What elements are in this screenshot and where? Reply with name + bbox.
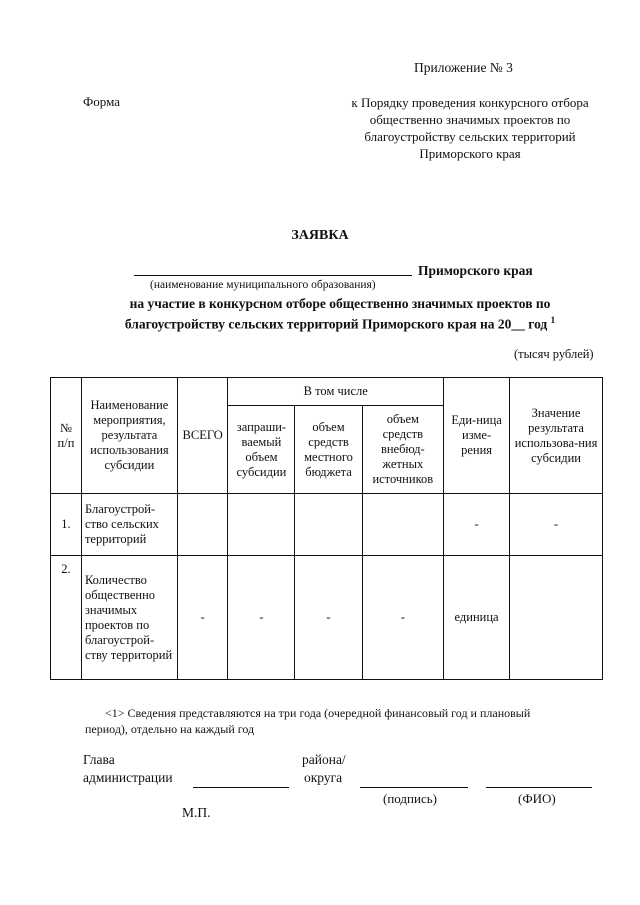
row-2-total: - — [177, 556, 228, 680]
table-row — [51, 494, 603, 556]
stamp-label: М.П. — [182, 805, 211, 820]
fio-line — [486, 787, 592, 788]
table-row — [51, 556, 603, 680]
row-2-extra: - — [362, 556, 444, 680]
subtitle — [60, 295, 620, 333]
okrug-label: округа — [304, 770, 343, 785]
header-local: объем средств местного бюджета — [295, 406, 362, 494]
document-title: ЗАЯВКА — [291, 228, 349, 243]
row-1-extra — [362, 494, 444, 556]
header-including: В том числе — [228, 378, 444, 406]
header-value: Значение результата использова-ния субсидии — [510, 378, 603, 494]
row-1-value: - — [510, 494, 603, 556]
appendix-note: к Порядку проведения конкурсного отбора общественно значимых проектов по благоустройству сельских территорий Приморского края — [351, 95, 589, 161]
header-requested: запраши-ваемый объем субсидии — [228, 406, 295, 494]
row-1-name: Благоустрой-ство сельских территорий — [81, 494, 177, 556]
application-table — [50, 377, 603, 680]
subtitle-line-2-text: благоустройству сельских территорий Приморского края на 20__ год — [124, 316, 548, 332]
header-total: ВСЕГО — [177, 378, 228, 494]
row-1-total — [177, 494, 228, 556]
row-1-local — [295, 494, 362, 556]
footnote-line-1: <1> Сведения представляются на три года (очередной финансовый год и плановый — [105, 706, 531, 720]
region-name: Приморского края — [418, 263, 533, 278]
subtitle-line-2 — [60, 312, 620, 333]
row-2-requested: - — [228, 556, 295, 680]
row-1-unit: - — [444, 494, 510, 556]
row-2-name: Количество общественно значимых проектов по благоустрой-ству территорий — [81, 556, 177, 680]
header-name: Наименование мероприятия, результата использования субсидии — [81, 378, 177, 494]
signature-caption: (подпись) — [383, 791, 437, 806]
row-2-num: 2. — [51, 556, 82, 680]
footnote-mark: 1 — [550, 315, 556, 325]
municipality-blank-line — [134, 275, 412, 276]
administration-label: администрации — [83, 770, 173, 785]
row-2-value — [510, 556, 603, 680]
row-2-unit: единица — [444, 556, 510, 680]
header-extra: объем средств внебюд-жетных источников — [362, 406, 444, 494]
appendix-number: Приложение № 3 — [414, 60, 513, 75]
form-label: Форма — [83, 94, 120, 109]
header-num: № п/п — [51, 378, 82, 494]
fio-caption: (ФИО) — [518, 791, 556, 806]
subtitle-line-1: на участие в конкурсном отборе общественно значимых проектов по — [129, 296, 551, 311]
municipality-caption: (наименование муниципального образования) — [150, 279, 376, 291]
units-label: (тысяч рублей) — [514, 347, 594, 361]
footnote-line-2: период), отдельно на каждый год — [85, 722, 255, 736]
signature-line — [360, 787, 468, 788]
head-label: Глава — [83, 752, 115, 767]
row-1-num: 1. — [51, 494, 82, 556]
row-2-local: - — [295, 556, 362, 680]
administration-blank-line — [193, 787, 289, 788]
row-1-requested — [228, 494, 295, 556]
district-label: района/ — [302, 752, 346, 767]
header-unit: Еди-ница изме-рения — [444, 378, 510, 494]
